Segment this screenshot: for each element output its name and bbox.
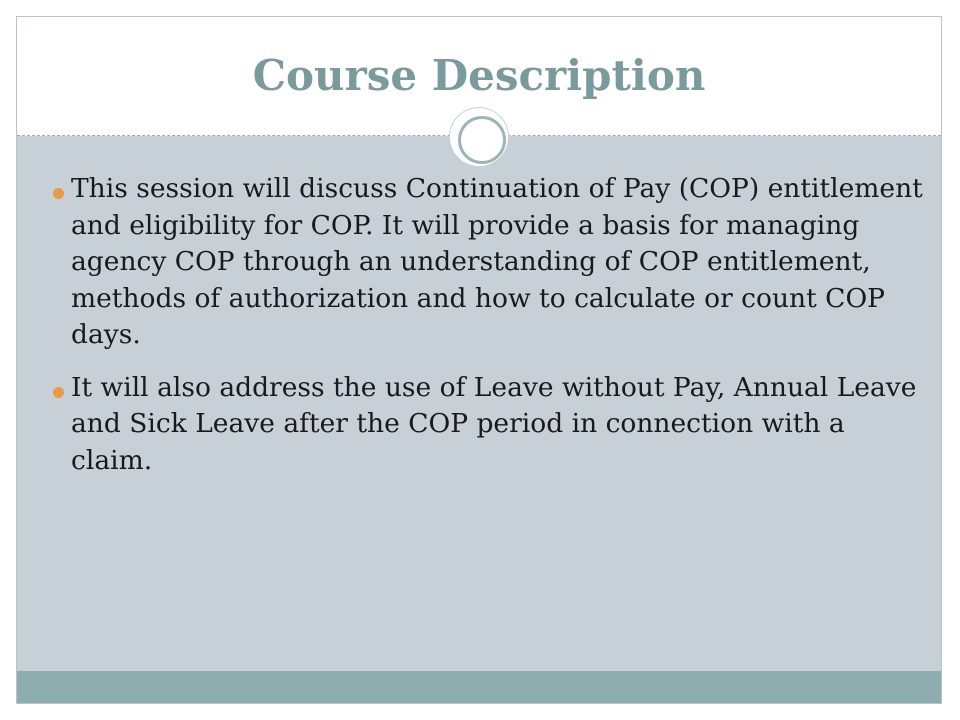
bullet-text: This session will discuss Continuation of Pay (COP) entitlement and eligibility for COP. It will provide a basis for managing agency COP through an understanding of COP entitlement, methods of authorization and how to calculate or count COP days. <box>71 173 923 350</box>
footer-band <box>17 671 941 704</box>
slide-title: Course Description <box>252 51 706 100</box>
circle-ring-icon <box>449 107 509 167</box>
circle-ring-inner <box>458 116 506 164</box>
bullet-item <box>55 370 925 480</box>
bullet-item <box>55 171 925 354</box>
slide <box>16 16 942 704</box>
bullet-list <box>55 171 925 495</box>
round-bullet-icon <box>53 188 64 199</box>
bullet-text: It will also address the use of Leave without Pay, Annual Leave and Sick Leave after the COP period in connection with a claim. <box>71 371 917 476</box>
round-bullet-icon <box>53 387 64 398</box>
